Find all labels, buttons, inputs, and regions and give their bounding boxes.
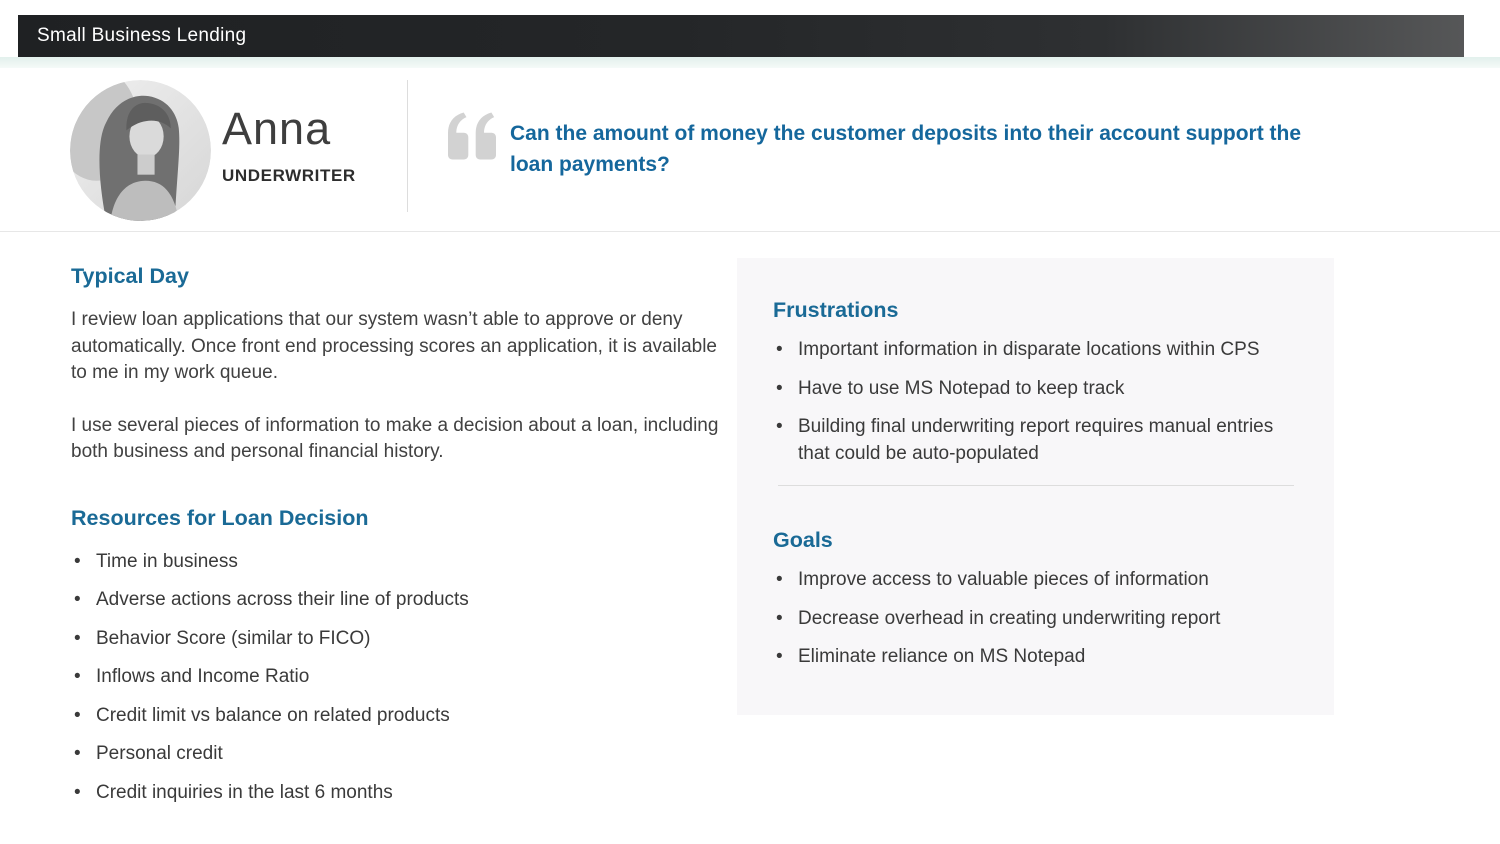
resources-list xyxy=(71,549,731,807)
resources-list-item: • Adverse actions across their line of products xyxy=(71,587,731,614)
persona-role: UNDERWRITER xyxy=(222,166,356,185)
page-title: Small Business Lending xyxy=(37,25,247,46)
right-panel xyxy=(737,258,1334,715)
resources-list-item: • Inflows and Income Ratio xyxy=(71,664,731,691)
resources-list-item: • Credit inquiries in the last 6 months xyxy=(71,780,731,807)
frustrations-list-item: • Important information in disparate locations within CPS xyxy=(773,337,1298,364)
goals-list-item: • Improve access to valuable pieces of information xyxy=(773,567,1298,594)
resources-list-item: • Time in business xyxy=(71,549,731,576)
left-column xyxy=(71,264,731,818)
quote-icon xyxy=(448,107,496,165)
typical-day-heading: Typical Day xyxy=(71,264,189,288)
typical-day-paragraph: I review loan applications that our system wasn’t able to approve or deny automatically. Once front end processing scores an application, it is available to me in my work queue. xyxy=(71,309,717,383)
header-divider xyxy=(0,231,1500,232)
persona-name: Anna xyxy=(222,103,332,154)
avatar-photo xyxy=(70,80,211,221)
vertical-divider xyxy=(407,80,408,212)
goals-list-item: • Eliminate reliance on MS Notepad xyxy=(773,644,1298,671)
typical-day-paragraphs xyxy=(71,307,731,466)
resources-list-item: • Credit limit vs balance on related products xyxy=(71,703,731,730)
typical-day-paragraph: I use several pieces of information to make a decision about a loan, including both business and personal financial history. xyxy=(71,414,719,462)
persona-quote: Can the amount of money the customer deposits into their account support the loan payments? xyxy=(510,122,1302,176)
frustrations-list xyxy=(773,337,1298,467)
goals-heading: Goals xyxy=(773,528,833,552)
frustrations-list-item: • Have to use MS Notepad to keep track xyxy=(773,376,1298,403)
avatar xyxy=(70,80,211,221)
resources-heading: Resources for Loan Decision xyxy=(71,505,369,530)
frustrations-list-item: • Building final underwriting report requires manual entries that could be auto-populated xyxy=(773,414,1298,467)
goals-list-item: • Decrease overhead in creating underwriting report xyxy=(773,606,1298,633)
resources-list-item: • Personal credit xyxy=(71,741,731,768)
resources-list-item: • Behavior Score (similar to FICO) xyxy=(71,626,731,653)
goals-list xyxy=(773,567,1298,671)
accent-strip xyxy=(0,57,1500,68)
frustrations-heading: Frustrations xyxy=(773,298,899,322)
panel-divider xyxy=(778,485,1294,486)
top-title-bar xyxy=(18,15,1464,57)
